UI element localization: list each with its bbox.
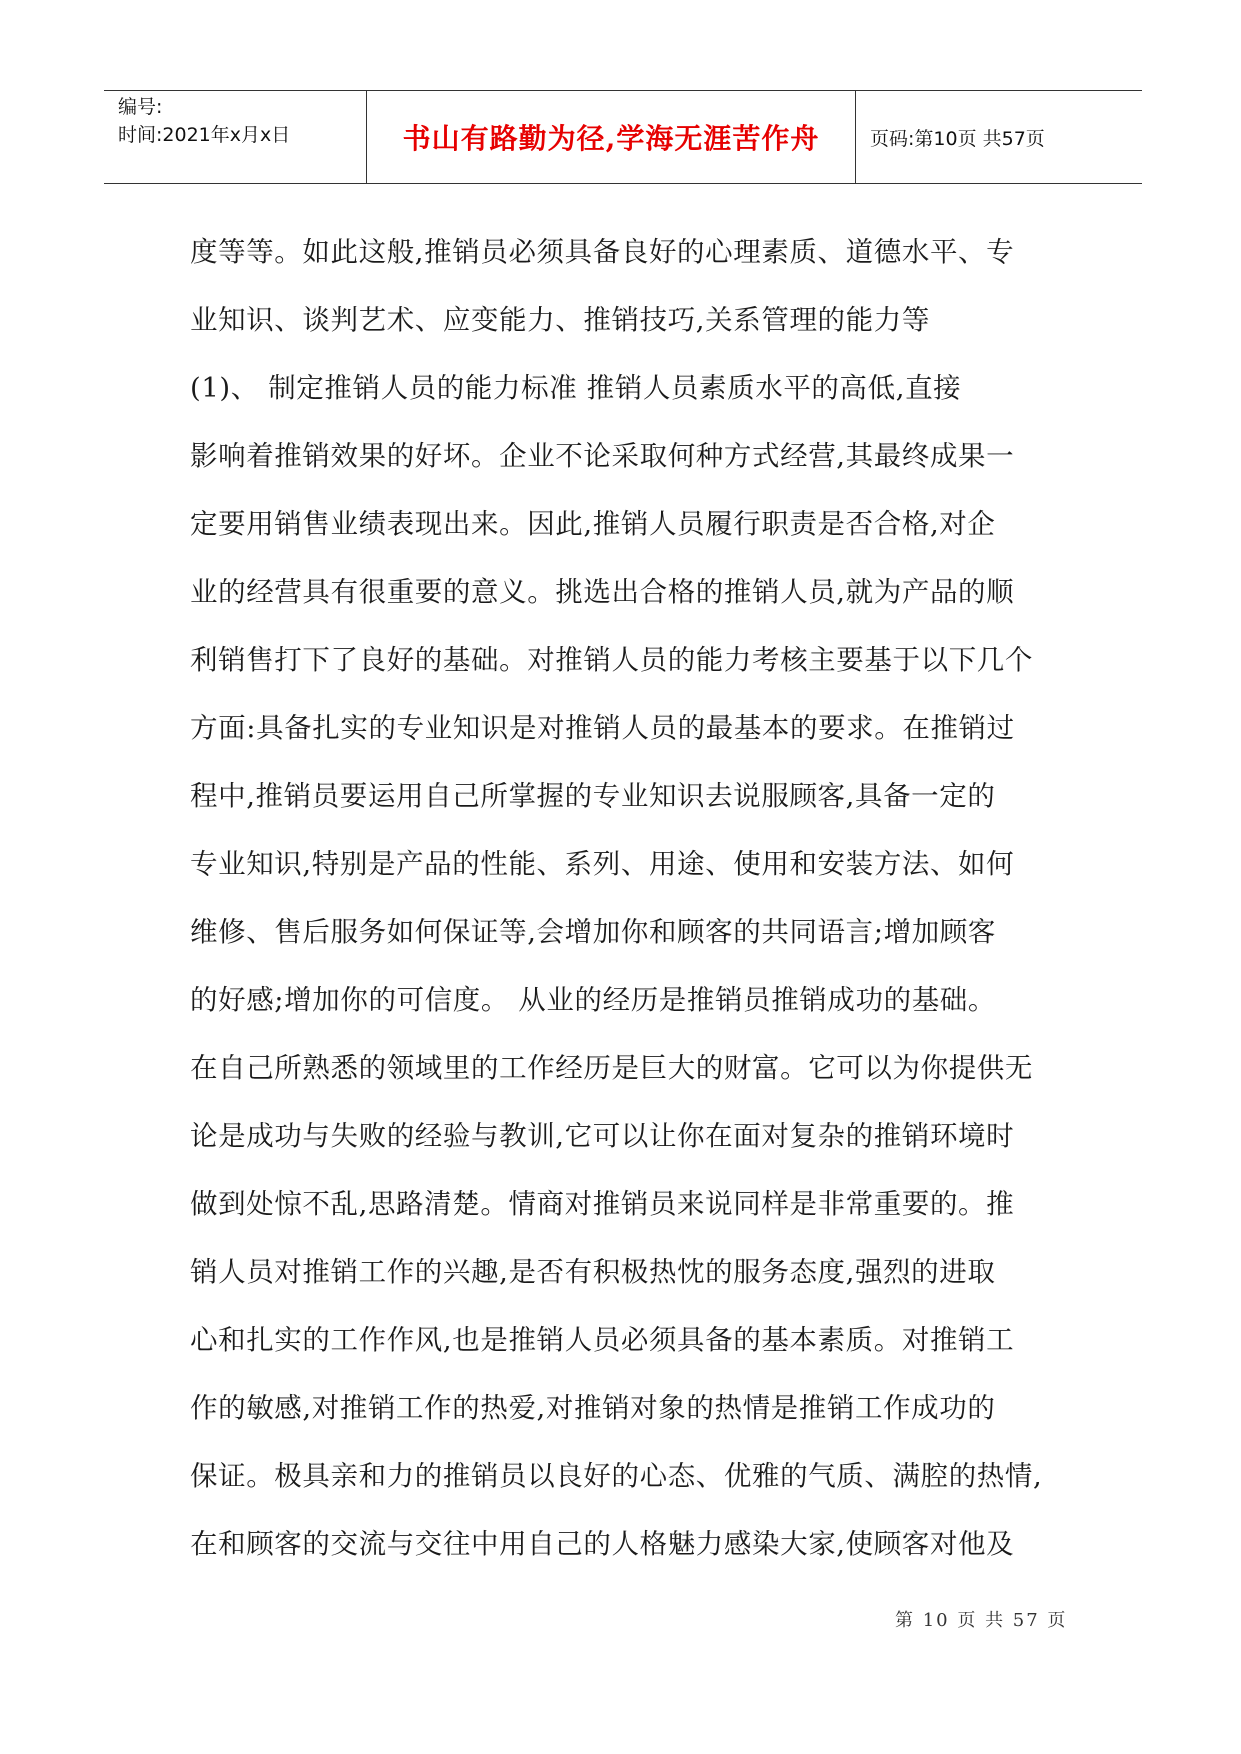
body-line: 论是成功与失败的经验与教训,它可以让你在面对复杂的推销环境时 xyxy=(190,1120,1015,1152)
document-number-label: 编号: xyxy=(118,96,163,118)
body-line: 影响着推销效果的好坏。企业不论采取何种方式经营,其最终成果一 xyxy=(190,440,1015,472)
body-line: 作的敏感,对推销工作的热爱,对推销对象的热情是推销工作成功的 xyxy=(190,1392,996,1424)
document-body xyxy=(190,218,1060,1578)
body-line: 专业知识,特别是产品的性能、系列、用途、使用和安装方法、如何 xyxy=(190,848,1015,880)
header-meta xyxy=(104,91,367,183)
body-line: 心和扎实的工作作风,也是推销人员必须具备的基本素质。对推销工 xyxy=(190,1324,1015,1356)
body-line: 保证。极具亲和力的推销员以良好的心态、优雅的气质、满腔的热情, xyxy=(190,1460,1043,1492)
page-footer: 第 10 页 共 57 页 xyxy=(895,1610,1068,1631)
body-line: 度等等。如此这般,推销员必须具备良好的心理素质、道德水平、专 xyxy=(190,236,1015,268)
body-line: 利销售打下了良好的基础。对推销人员的能力考核主要基于以下几个 xyxy=(190,644,1033,676)
body-line: 维修、售后服务如何保证等,会增加你和顾客的共同语言;增加顾客 xyxy=(190,916,997,948)
body-line: (1)、 制定推销人员的能力标准 推销人员素质水平的高低,直接 xyxy=(190,372,962,404)
body-line: 销人员对推销工作的兴趣,是否有积极热忱的服务态度,强烈的进取 xyxy=(190,1256,996,1288)
body-line: 在和顾客的交流与交往中用自己的人格魅力感染大家,使顾客对他及 xyxy=(190,1528,1015,1560)
body-line: 业的经营具有很重要的意义。挑选出合格的推销人员,就为产品的顺 xyxy=(190,576,1015,608)
body-line: 业知识、谈判艺术、应变能力、推销技巧,关系管理的能力等 xyxy=(190,304,930,336)
body-line: 做到处惊不乱,思路清楚。情商对推销员来说同样是非常重要的。推 xyxy=(190,1188,1015,1220)
document-time-label: 时间:2021年x月x日 xyxy=(118,124,291,146)
page-header xyxy=(104,90,1142,184)
body-line: 定要用销售业绩表现出来。因此,推销人员履行职责是否合格,对企 xyxy=(190,508,996,540)
body-line: 方面:具备扎实的专业知识是对推销人员的最基本的要求。在推销过 xyxy=(190,712,1015,744)
header-motto: 书山有路勤为径,学海无涯苦作舟 xyxy=(367,91,856,183)
body-line: 在自己所熟悉的领域里的工作经历是巨大的财富。它可以为你提供无 xyxy=(190,1052,1033,1084)
body-line: 的好感;增加你的可信度。 从业的经历是推销员推销成功的基础。 xyxy=(190,984,997,1016)
header-page-info: 页码:第10页 共57页 xyxy=(870,127,1045,150)
body-line: 程中,推销员要运用自己所掌握的专业知识去说服顾客,具备一定的 xyxy=(190,780,996,812)
